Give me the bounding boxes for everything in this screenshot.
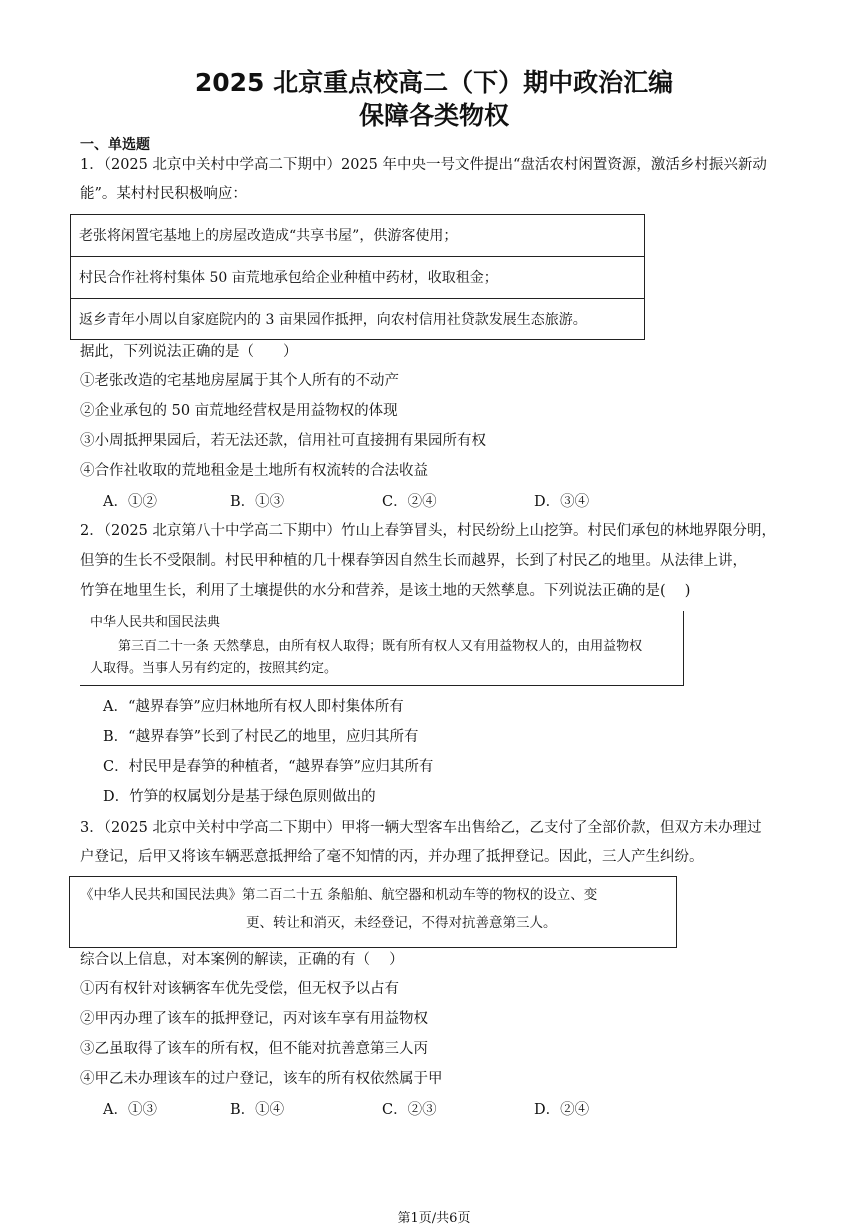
q3-law-line2: 更、转让和消灭，未经登记，不得对抗善意第三人。 — [246, 915, 557, 931]
q1-option-a[interactable]: A．①② — [103, 494, 157, 510]
q1-statement: ③小周抵押果园后，若无法还款，信用社可直接拥有果园所有权 — [80, 433, 486, 449]
q2-option-d[interactable]: D．竹笋的权属划分是基于绿色原则做出的 — [103, 789, 376, 805]
q1-statement: ④合作社收取的荒地租金是土地所有权流转的合法收益 — [80, 463, 428, 479]
q3-stem-line2: 户登记，后甲又将该车辆恶意抵押给了毫不知情的丙，并办理了抵押登记。因此，三人产生纠纷。 — [80, 849, 704, 865]
q1-statement: ①老张改造的宅基地房屋属于其个人所有的不动产 — [80, 373, 399, 389]
q3-prompt: 综合以上信息，对本案例的解读，正确的有（ ） — [80, 952, 404, 968]
q1-table-row: 村民合作社将村集体 50 亩荒地承包给企业种植中药材，收取租金； — [71, 257, 644, 299]
q1-option-d[interactable]: D．③④ — [534, 494, 590, 510]
q2-option-a[interactable]: A．“越界春笋”应归林地所有权人即村集体所有 — [103, 699, 404, 715]
q3-statement: ②甲丙办理了该车的抵押登记，丙对该车享有用益物权 — [80, 1011, 428, 1027]
q1-option-c[interactable]: C．②④ — [382, 494, 437, 510]
q2-option-b[interactable]: B．“越界春笋”长到了村民乙的地里，应归其所有 — [103, 729, 419, 745]
q2-law-excerpt — [80, 611, 684, 686]
q3-option-d[interactable]: D．②④ — [534, 1102, 590, 1118]
q3-option-a[interactable]: A．①③ — [103, 1102, 157, 1118]
q2-law-title: 中华人民共和国民法典 — [90, 615, 221, 630]
section-heading: 一、单选题 — [80, 137, 150, 153]
document-title-line2: 保障各类物权 — [358, 101, 509, 130]
q3-law-line1: 《中华人民共和国民法典》第二百二十五 条船舶、航空器和机动车等的物权的设立、变 — [80, 887, 598, 903]
q3-statement: ④甲乙未办理该车的过户登记，该车的所有权依然属于甲 — [80, 1071, 443, 1087]
q3-law-box — [69, 876, 677, 948]
q2-law-line2: 人取得。当事人另有约定的，按照其约定。 — [90, 661, 338, 676]
q2-law-line1: 第三百二十一条 天然孳息，由所有权人取得；既有所有权人又有用益物权人的，由用益物权 — [118, 639, 643, 654]
q2-stem-line3: 竹笋在地里生长，利用了土壤提供的水分和营养，是该土地的天然孳息。下列说法正确的是( ) — [80, 583, 691, 599]
q3-option-b[interactable]: B．①④ — [230, 1102, 285, 1118]
q1-info-table — [70, 214, 645, 340]
document-title-line1: 2025 北京重点校高二（下）期中政治汇编 — [194, 68, 674, 97]
q1-stem-line1: 1．（2025 北京中关村中学高二下期中）2025 年中央一号文件提出“盘活农村闲置资源，激活乡村振兴新动 — [80, 157, 767, 173]
q1-stem-line2: 能”。某村村民积极响应： — [80, 186, 247, 202]
q2-option-c[interactable]: C．村民甲是春笋的种植者，“越界春笋”应归其所有 — [103, 759, 434, 775]
q1-table-row: 老张将闲置宅基地上的房屋改造成“共享书屋”，供游客使用； — [71, 215, 644, 257]
page-number: 第1页/共6页 — [397, 1211, 471, 1226]
q3-stem-line1: 3．（2025 北京中关村中学高二下期中）甲将一辆大型客车出售给乙，乙支付了全部价款，但双方未办理过 — [80, 820, 762, 836]
q3-statement: ①丙有权针对该辆客车优先受偿，但无权予以占有 — [80, 981, 399, 997]
q3-statement: ③乙虽取得了该车的所有权，但不能对抗善意第三人丙 — [80, 1041, 428, 1057]
q1-table-row: 返乡青年小周以自家庭院内的 3 亩果园作抵押，向农村信用社贷款发展生态旅游。 — [79, 311, 587, 328]
q1-option-b[interactable]: B．①③ — [230, 494, 285, 510]
q2-stem-line1: 2．（2025 北京第八十中学高二下期中）竹山上春笋冒头，村民纷纷上山挖笋。村民们承包的林地界限分明， — [80, 523, 776, 539]
q2-stem-line2: 但笋的生长不受限制。村民甲种植的几十棵春笋因自然生长而越界，长到了村民乙的地里。从法律上讲， — [80, 553, 747, 569]
q1-prompt: 据此，下列说法正确的是（ ） — [80, 344, 298, 360]
q1-statement: ②企业承包的 50 亩荒地经营权是用益物权的体现 — [80, 403, 398, 419]
q3-option-c[interactable]: C．②③ — [382, 1102, 437, 1118]
